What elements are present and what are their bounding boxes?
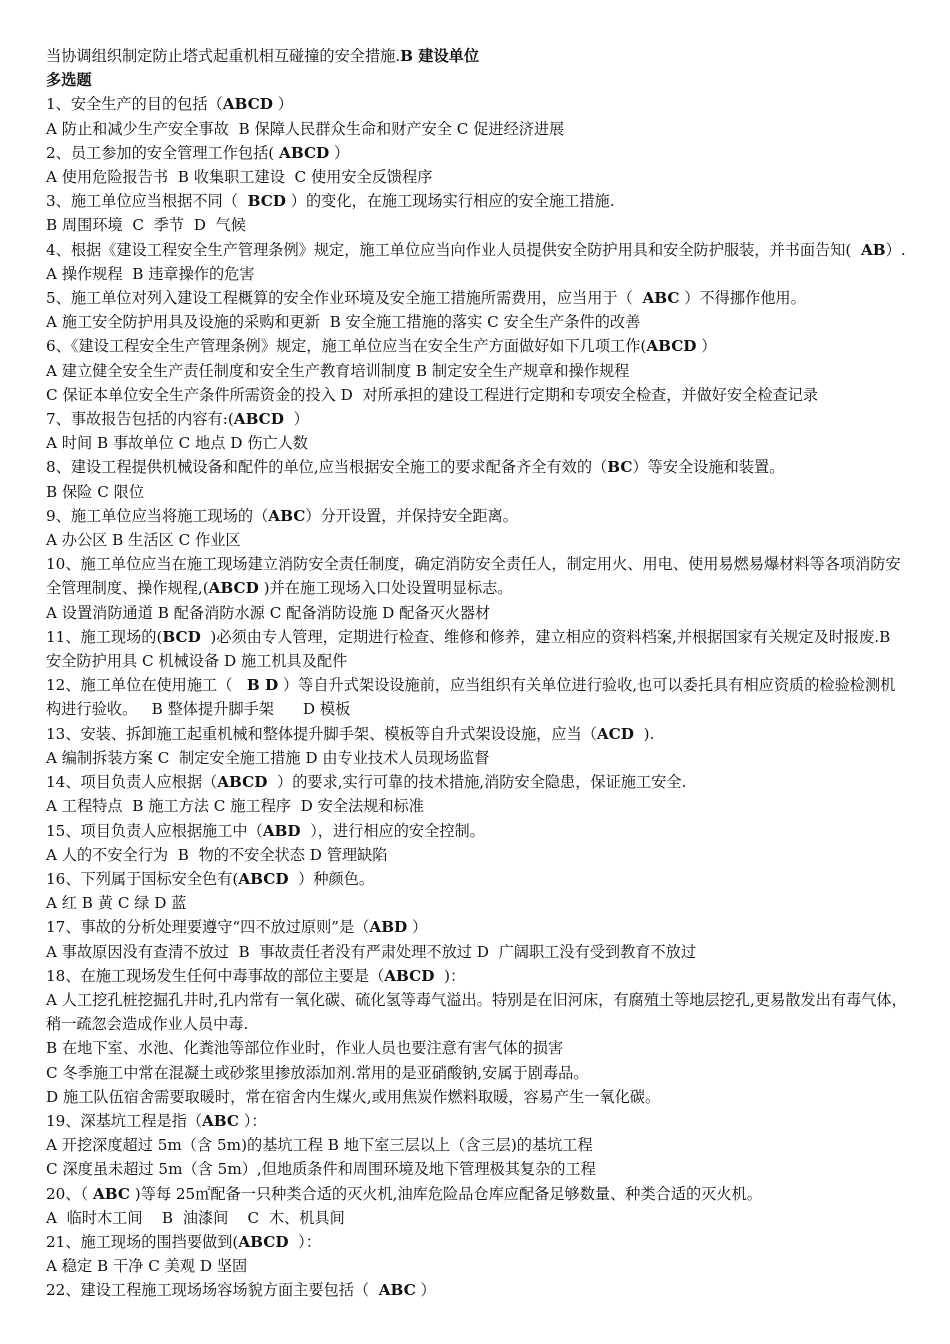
body-text: 12、施工单位在使用施工（ — [46, 676, 247, 695]
answer-text: B 建设单位 — [400, 47, 480, 65]
body-text: ） — [415, 1281, 436, 1300]
body-text: ）等安全设施和装置。 — [632, 458, 785, 477]
text-line — [46, 334, 910, 358]
text-line — [46, 891, 910, 915]
body-text: ） — [283, 410, 309, 429]
body-text: )等每 25㎡配备一只种类合适的灭火机,油库危险品仓库应配备足够数量、种类合适的灭火机。 — [129, 1184, 762, 1203]
text-line — [46, 92, 910, 116]
body-text: 15、项目负责人应根据施工中（ — [46, 821, 263, 840]
body-text: A 事故原因没有查清不放过 B 事故责任者没有严肃处理不放过 D 广阔职工没有受到教育不放过 — [46, 942, 697, 961]
answer-text: ABC — [268, 506, 306, 525]
text-line — [46, 722, 910, 746]
answer-text: BC — [607, 458, 633, 477]
body-text: A 临时木工间 B 油漆间 C 木、机具间 — [46, 1208, 345, 1227]
text-line — [46, 68, 910, 92]
text-line — [46, 455, 910, 479]
answer-text: ABD — [369, 918, 408, 937]
body-text: A 人工挖孔桩挖掘孔井时,孔内常有一氧化碳、硫化氢等毒气溢出。特别是在旧河床，有腐殖土等地层挖孔,更易散发出有毒气体，稍一疏忽会造成作业人员中毒. — [46, 990, 907, 1034]
body-text: A 建立健全安全生产责任制度和安全生产教育培训制度 B 制定安全生产规章和操作规程 — [46, 361, 630, 380]
body-text: 4、根据《建设工程安全生产管理条例》规定，施工单位应当向作业人员提供安全防护用具和安全防护服装，并书面告知( — [46, 240, 861, 259]
text-line — [46, 940, 910, 964]
body-text: ）等自升式架设设施前，应当组织有关单位进行验收,也可以委托具有相应资质的检验检测机构进行验收。 B 整体提升脚手架 D 模板 — [46, 676, 896, 719]
answer-text: B D — [246, 676, 279, 695]
body-text: )并在施工现场入口处设置明显标志。 — [258, 579, 513, 598]
body-text: 20、（ — [46, 1184, 93, 1203]
body-text: 16、下列属于国标安全色有( — [46, 869, 239, 888]
answer-text: ABCD — [384, 966, 435, 985]
text-line — [46, 504, 910, 528]
text-line — [46, 286, 910, 310]
text-line — [46, 213, 910, 237]
body-text: C 冬季施工中常在混凝土或砂浆里掺放添加剂.常用的是亚硝酸钠,安属于剧毒品。 — [46, 1063, 589, 1082]
body-text: 8、建设工程提供机械设备和配件的单位,应当根据安全施工的要求配备齐全有效的（ — [46, 458, 608, 477]
text-line — [46, 770, 910, 794]
text-line — [46, 165, 910, 189]
body-text: A 人的不安全行为 B 物的不安全状态 D 管理缺陷 — [46, 845, 388, 864]
body-text: A 办公区 B 生活区 C 作业区 — [46, 531, 241, 550]
text-line — [46, 746, 910, 770]
body-text: A 编制拆装方案 C 制定安全施工措施 D 由专业技术人员现场监督 — [46, 748, 490, 767]
body-text: C 深度虽未超过 5m（含 5m）,但地质条件和周围环境及地下管理极其复杂的工程 — [46, 1160, 596, 1179]
text-line — [46, 1036, 910, 1060]
answer-text: ABCD — [233, 410, 284, 429]
body-text: A 设置消防通道 B 配备消防水源 C 配备消防设施 D 配备灭火器材 — [46, 603, 491, 622]
body-text: 3、施工单位应当根据不同（ — [46, 192, 248, 211]
body-text: A 开挖深度超过 5m（含 5m)的基坑工程 B 地下室三层以上（含三层)的基坑工程 — [46, 1136, 593, 1155]
text-line — [46, 238, 910, 286]
text-line — [46, 141, 910, 165]
body-text: ）： — [239, 1111, 267, 1130]
text-line — [46, 964, 910, 988]
text-line — [46, 1085, 910, 1109]
body-text: 13、安装、拆卸施工起重机械和整体提升脚手架、模板等自升式架设设施，应当（ — [46, 724, 597, 743]
body-text: 22、建设工程施工现场场容场貌方面主要包括（ — [46, 1281, 379, 1300]
text-line — [46, 1254, 910, 1278]
body-text: 当协调组织制定防止塔式起重机相互碰撞的安全措施. — [46, 47, 401, 65]
body-text: ） — [329, 143, 350, 162]
body-text: 19、深基坑工程是指（ — [46, 1111, 203, 1130]
answer-text: ABD — [262, 821, 301, 840]
answer-text: ABCD — [238, 1232, 289, 1251]
answer-text: ABC — [202, 1111, 240, 1130]
text-line — [46, 1206, 910, 1230]
text-line — [46, 359, 910, 383]
body-text: 7、事故报告包括的内容有:( — [46, 410, 234, 429]
body-text: A 工程特点 B 施工方法 C 施工程序 D 安全法规和标准 — [46, 797, 424, 816]
body-text: ） — [272, 95, 293, 114]
body-text: 11、施工现场的( — [46, 627, 163, 646]
answer-text: ABC — [642, 289, 680, 308]
body-text: 17、事故的分析处理要遵守“四不放过原则”是（ — [46, 918, 370, 937]
answer-text: BCD — [162, 627, 201, 646]
body-text: ）的变化，在施工现场实行相应的安全施工措施. — [285, 192, 615, 211]
text-line — [46, 44, 910, 68]
body-text: A 稳定 B 干净 C 美观 D 坚固 — [46, 1257, 248, 1276]
body-text: ）： — [288, 1232, 321, 1251]
answer-text: ABCD — [238, 869, 289, 888]
text-line — [46, 480, 910, 504]
body-text: 21、施工现场的围挡要做到( — [46, 1232, 239, 1251]
text-line — [46, 1061, 910, 1085]
text-line — [46, 528, 910, 552]
answer-text: ABCD — [646, 337, 697, 356]
answer-text: BCD — [247, 192, 286, 211]
text-line — [46, 1133, 910, 1157]
body-text: C 保证本单位安全生产条件所需资金的投入 D 对所承担的建设工程进行定期和专项安全检查，并做好安全检查记录 — [46, 385, 819, 404]
body-text: ）不得挪作他用。 — [679, 289, 806, 308]
body-text: 2、员工参加的安全管理工作包括( — [46, 143, 280, 162]
body-text: B 保险 C 限位 — [46, 482, 145, 501]
body-text: )： — [434, 966, 466, 985]
text-line — [46, 1230, 910, 1254]
body-text: A 时间 B 事故单位 C 地点 D 伤亡人数 — [46, 434, 308, 453]
text-line — [46, 867, 910, 891]
body-text: ）.A 操作规程 B 违章操作的危害 — [46, 240, 906, 283]
text-line — [46, 383, 910, 407]
answer-text: ABC — [378, 1281, 416, 1300]
body-text: D 施工队伍宿舍需要取暖时，常在宿舍内生煤火,或用焦炭作燃料取暖，容易产生一氧化碳。 — [46, 1087, 661, 1106]
body-text: 18、在施工现场发生任何中毒事故的部位主要是（ — [46, 966, 385, 985]
text-line — [46, 1278, 910, 1302]
body-text: 9、施工单位应当将施工现场的（ — [46, 506, 269, 525]
text-line — [46, 988, 910, 1036]
body-text: ），进行相应的安全控制。 — [300, 821, 485, 840]
text-line — [46, 794, 910, 818]
body-text: A 使用危险报告书 B 收集职工建设 C 使用安全反馈程序 — [46, 168, 433, 187]
body-text: ）种颜色。 — [288, 869, 375, 888]
text-line — [46, 1109, 910, 1133]
answer-text: AB — [861, 240, 886, 259]
text-line — [46, 117, 910, 141]
answer-text: ACD — [596, 724, 634, 743]
answer-text: ABCD — [208, 579, 259, 598]
body-text: A 防止和减少生产安全事故 B 保障人民群众生命和财产安全 C 促进经济进展 — [46, 119, 565, 138]
text-line — [46, 915, 910, 939]
text-line — [46, 819, 910, 843]
body-text: 5、施工单位对列入建设工程概算的安全作业环境及安全施工措施所需费用，应当用于（ — [46, 289, 643, 308]
text-line — [46, 601, 910, 625]
text-line — [46, 1182, 910, 1206]
body-text: 6、《建设工程安全生产管理条例》规定，施工单位应当在安全生产方面做好如下几项工作( — [46, 337, 647, 356]
answer-text: ABCD — [279, 143, 330, 162]
body-text: ） — [696, 337, 717, 356]
text-line — [46, 552, 910, 600]
text-line — [46, 843, 910, 867]
text-line — [46, 625, 910, 673]
body-text: ）分开设置，并保持安全距离。 — [305, 506, 518, 525]
text-line — [46, 673, 910, 721]
body-text: ） — [407, 918, 428, 937]
text-line — [46, 310, 910, 334]
text-line — [46, 189, 910, 213]
text-line — [46, 431, 910, 455]
body-text: B 周围环境 C 季节 D 气候 — [46, 216, 246, 235]
answer-text: 多选题 — [46, 71, 92, 90]
text-line — [46, 407, 910, 431]
text-line — [46, 1157, 910, 1181]
answer-text: ABC — [92, 1184, 130, 1203]
answer-text: ABCD — [217, 773, 268, 792]
body-text: A 红 B 黄 C 绿 D 蓝 — [46, 894, 187, 913]
answer-text: ABCD — [222, 95, 273, 114]
body-text: ）的要求,实行可靠的技术措施,消防安全隐患，保证施工安全. — [267, 773, 687, 792]
body-text: A 施工安全防护用具及设施的采购和更新 B 安全施工措施的落实 C 安全生产条件的改善 — [46, 313, 641, 332]
body-text: )必须由专人管理，定期进行检查、维修和修养，建立相应的资料档案,并根据国家有关规定及时报废.B 安全防护用具 C 机械设备 D 施工机具及配件 — [46, 627, 896, 671]
body-text: B 在地下室、水池、化粪池等部位作业时，作业人员也要注意有害气体的损害 — [46, 1039, 564, 1058]
body-text: 14、项目负责人应根据（ — [46, 773, 218, 792]
body-text: 10、施工单位应当在施工现场建立消防安全责任制度，确定消防安全责任人，制定用火、用电、使用易燃易爆材料等各项消防安全管理制度、操作规程,( — [46, 555, 901, 598]
body-text: ). — [633, 724, 655, 743]
body-text: 1、安全生产的目的包括（ — [46, 95, 223, 114]
